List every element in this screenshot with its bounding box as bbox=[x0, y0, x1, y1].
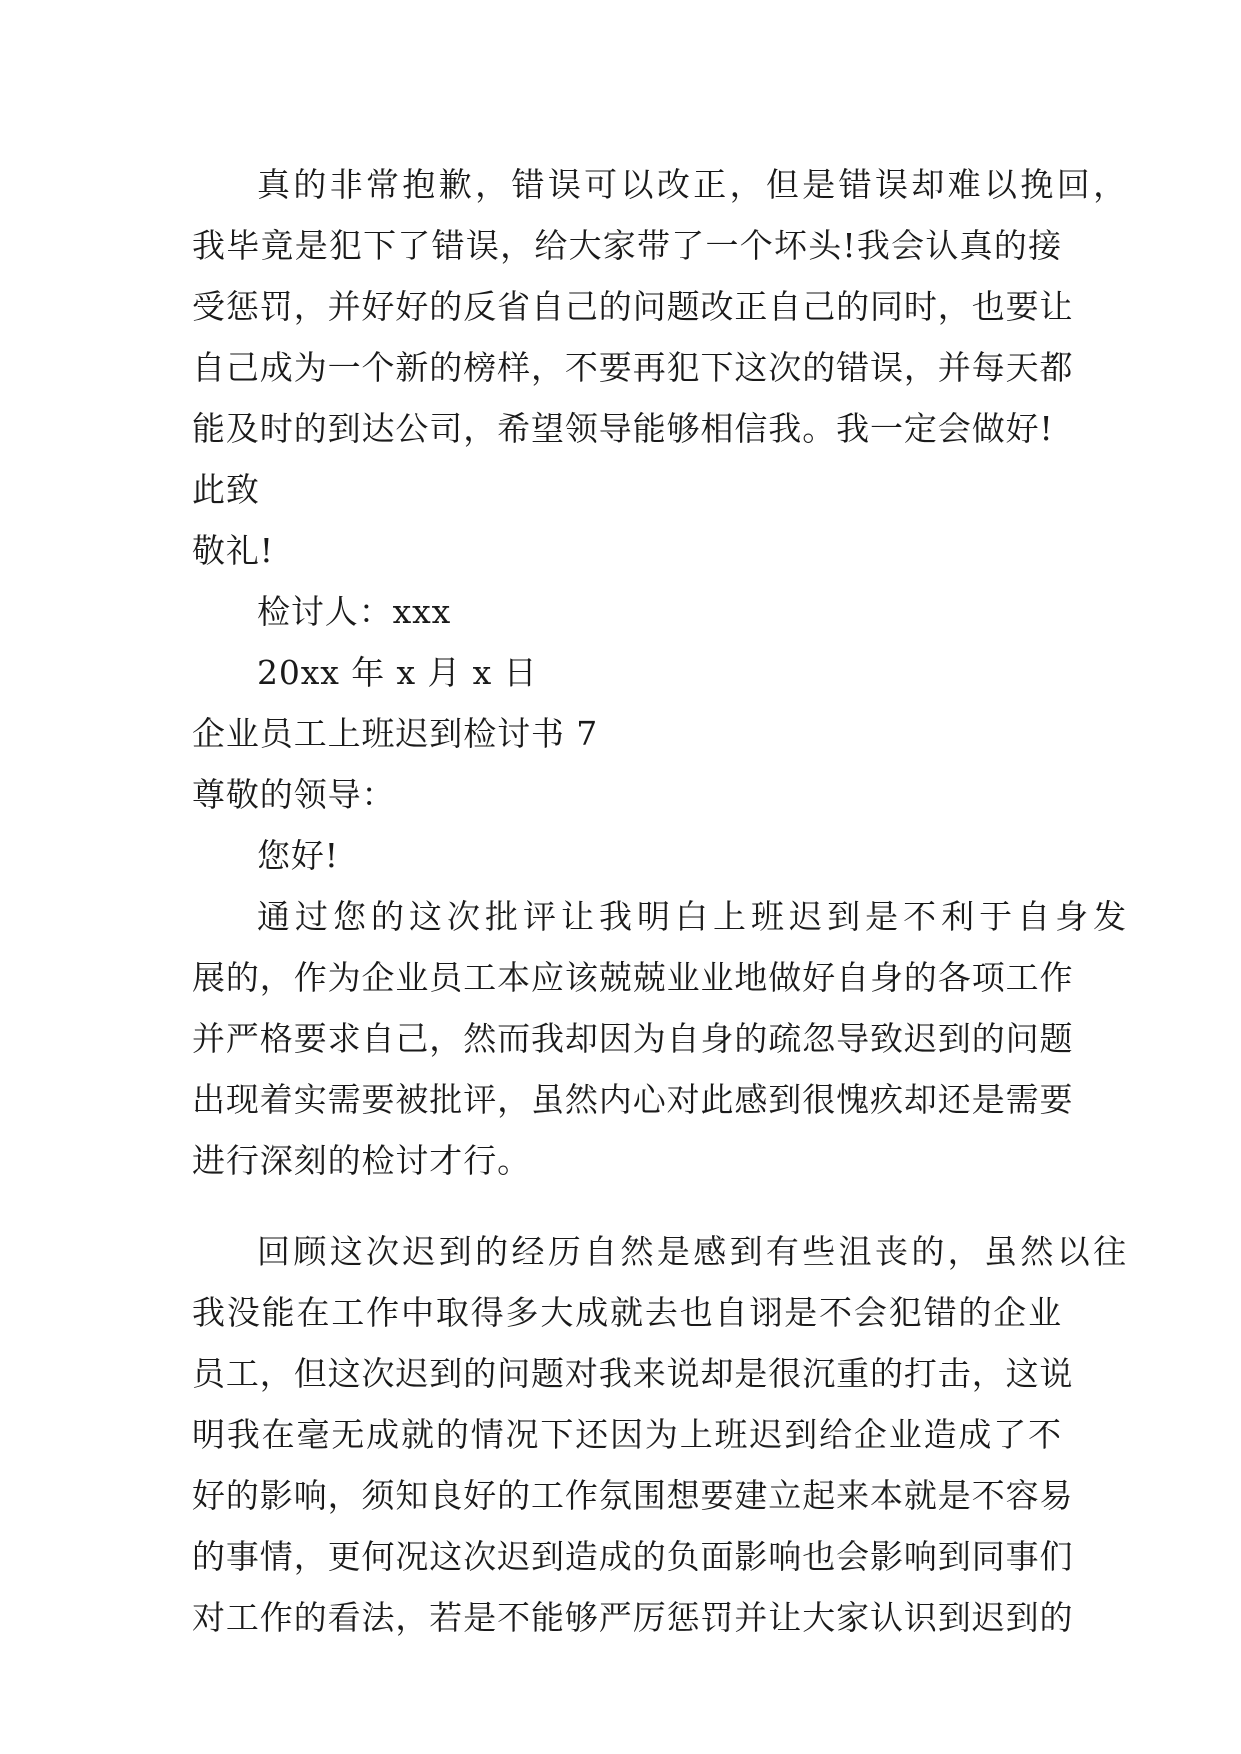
paragraph-line: 的事情，更何况这次迟到造成的负面影响也会影响到同事们 bbox=[192, 1537, 1074, 1576]
paragraph-line: 进行深刻的检讨才行。 bbox=[192, 1141, 531, 1180]
paragraph-line: 员工，但这次迟到的问题对我来说却是很沉重的打击，这说 bbox=[192, 1354, 1074, 1393]
reflection-paragraph bbox=[192, 886, 1127, 1191]
closing-regards: 敬礼! bbox=[192, 531, 274, 570]
paragraph-line: 通过您的这次批评让我明白上班迟到是不利于自身发 bbox=[257, 897, 1127, 936]
paragraph-line: 我没能在工作中取得多大成就去也自诩是不会犯错的企业 bbox=[192, 1293, 1062, 1332]
date-line: 20xx 年 x 月 x 日 bbox=[257, 653, 538, 692]
paragraph-line: 真的非常抱歉，错误可以改正，但是错误却难以挽回， bbox=[257, 165, 1127, 204]
paragraph-line: 并严格要求自己，然而我却因为自身的疏忽导致迟到的问题 bbox=[192, 1019, 1074, 1058]
recipient-line: 尊敬的领导： bbox=[192, 775, 396, 814]
paragraph-line: 明我在毫无成就的情况下还因为上班迟到给企业造成了不 bbox=[192, 1415, 1062, 1454]
paragraph-line: 能及时的到达公司，希望领导能够相信我。我一定会做好! bbox=[192, 409, 1054, 448]
paragraph-line: 自己成为一个新的榜样，不要再犯下这次的错误，并每天都 bbox=[192, 348, 1074, 387]
paragraph-line: 我毕竟是犯下了错误，给大家带了一个坏头!我会认真的接 bbox=[192, 226, 1062, 265]
closing-salutation: 此致 bbox=[192, 470, 260, 509]
paragraph-line: 受惩罚，并好好的反省自己的问题改正自己的同时，也要让 bbox=[192, 287, 1074, 326]
paragraph-line: 出现着实需要被批评，虽然内心对此感到很愧疚却还是需要 bbox=[192, 1080, 1074, 1119]
paragraph-line: 回顾这次迟到的经历自然是感到有些沮丧的，虽然以往 bbox=[257, 1232, 1127, 1271]
section-title: 企业员工上班迟到检讨书 7 bbox=[192, 714, 599, 753]
apology-paragraph bbox=[192, 154, 1127, 459]
paragraph-line: 展的，作为企业员工本应该兢兢业业地做好自身的各项工作 bbox=[192, 958, 1074, 997]
signer-line: 检讨人：xxx bbox=[257, 592, 452, 631]
document-body bbox=[192, 154, 1127, 1648]
greeting-line: 您好! bbox=[257, 836, 339, 875]
paragraph-spacer bbox=[192, 1191, 1072, 1221]
paragraph-line: 好的影响，须知良好的工作氛围想要建立起来本就是不容易 bbox=[192, 1476, 1074, 1515]
paragraph-line: 对工作的看法，若是不能够严厉惩罚并让大家认识到迟到的 bbox=[192, 1598, 1074, 1637]
review-paragraph bbox=[192, 1221, 1127, 1648]
